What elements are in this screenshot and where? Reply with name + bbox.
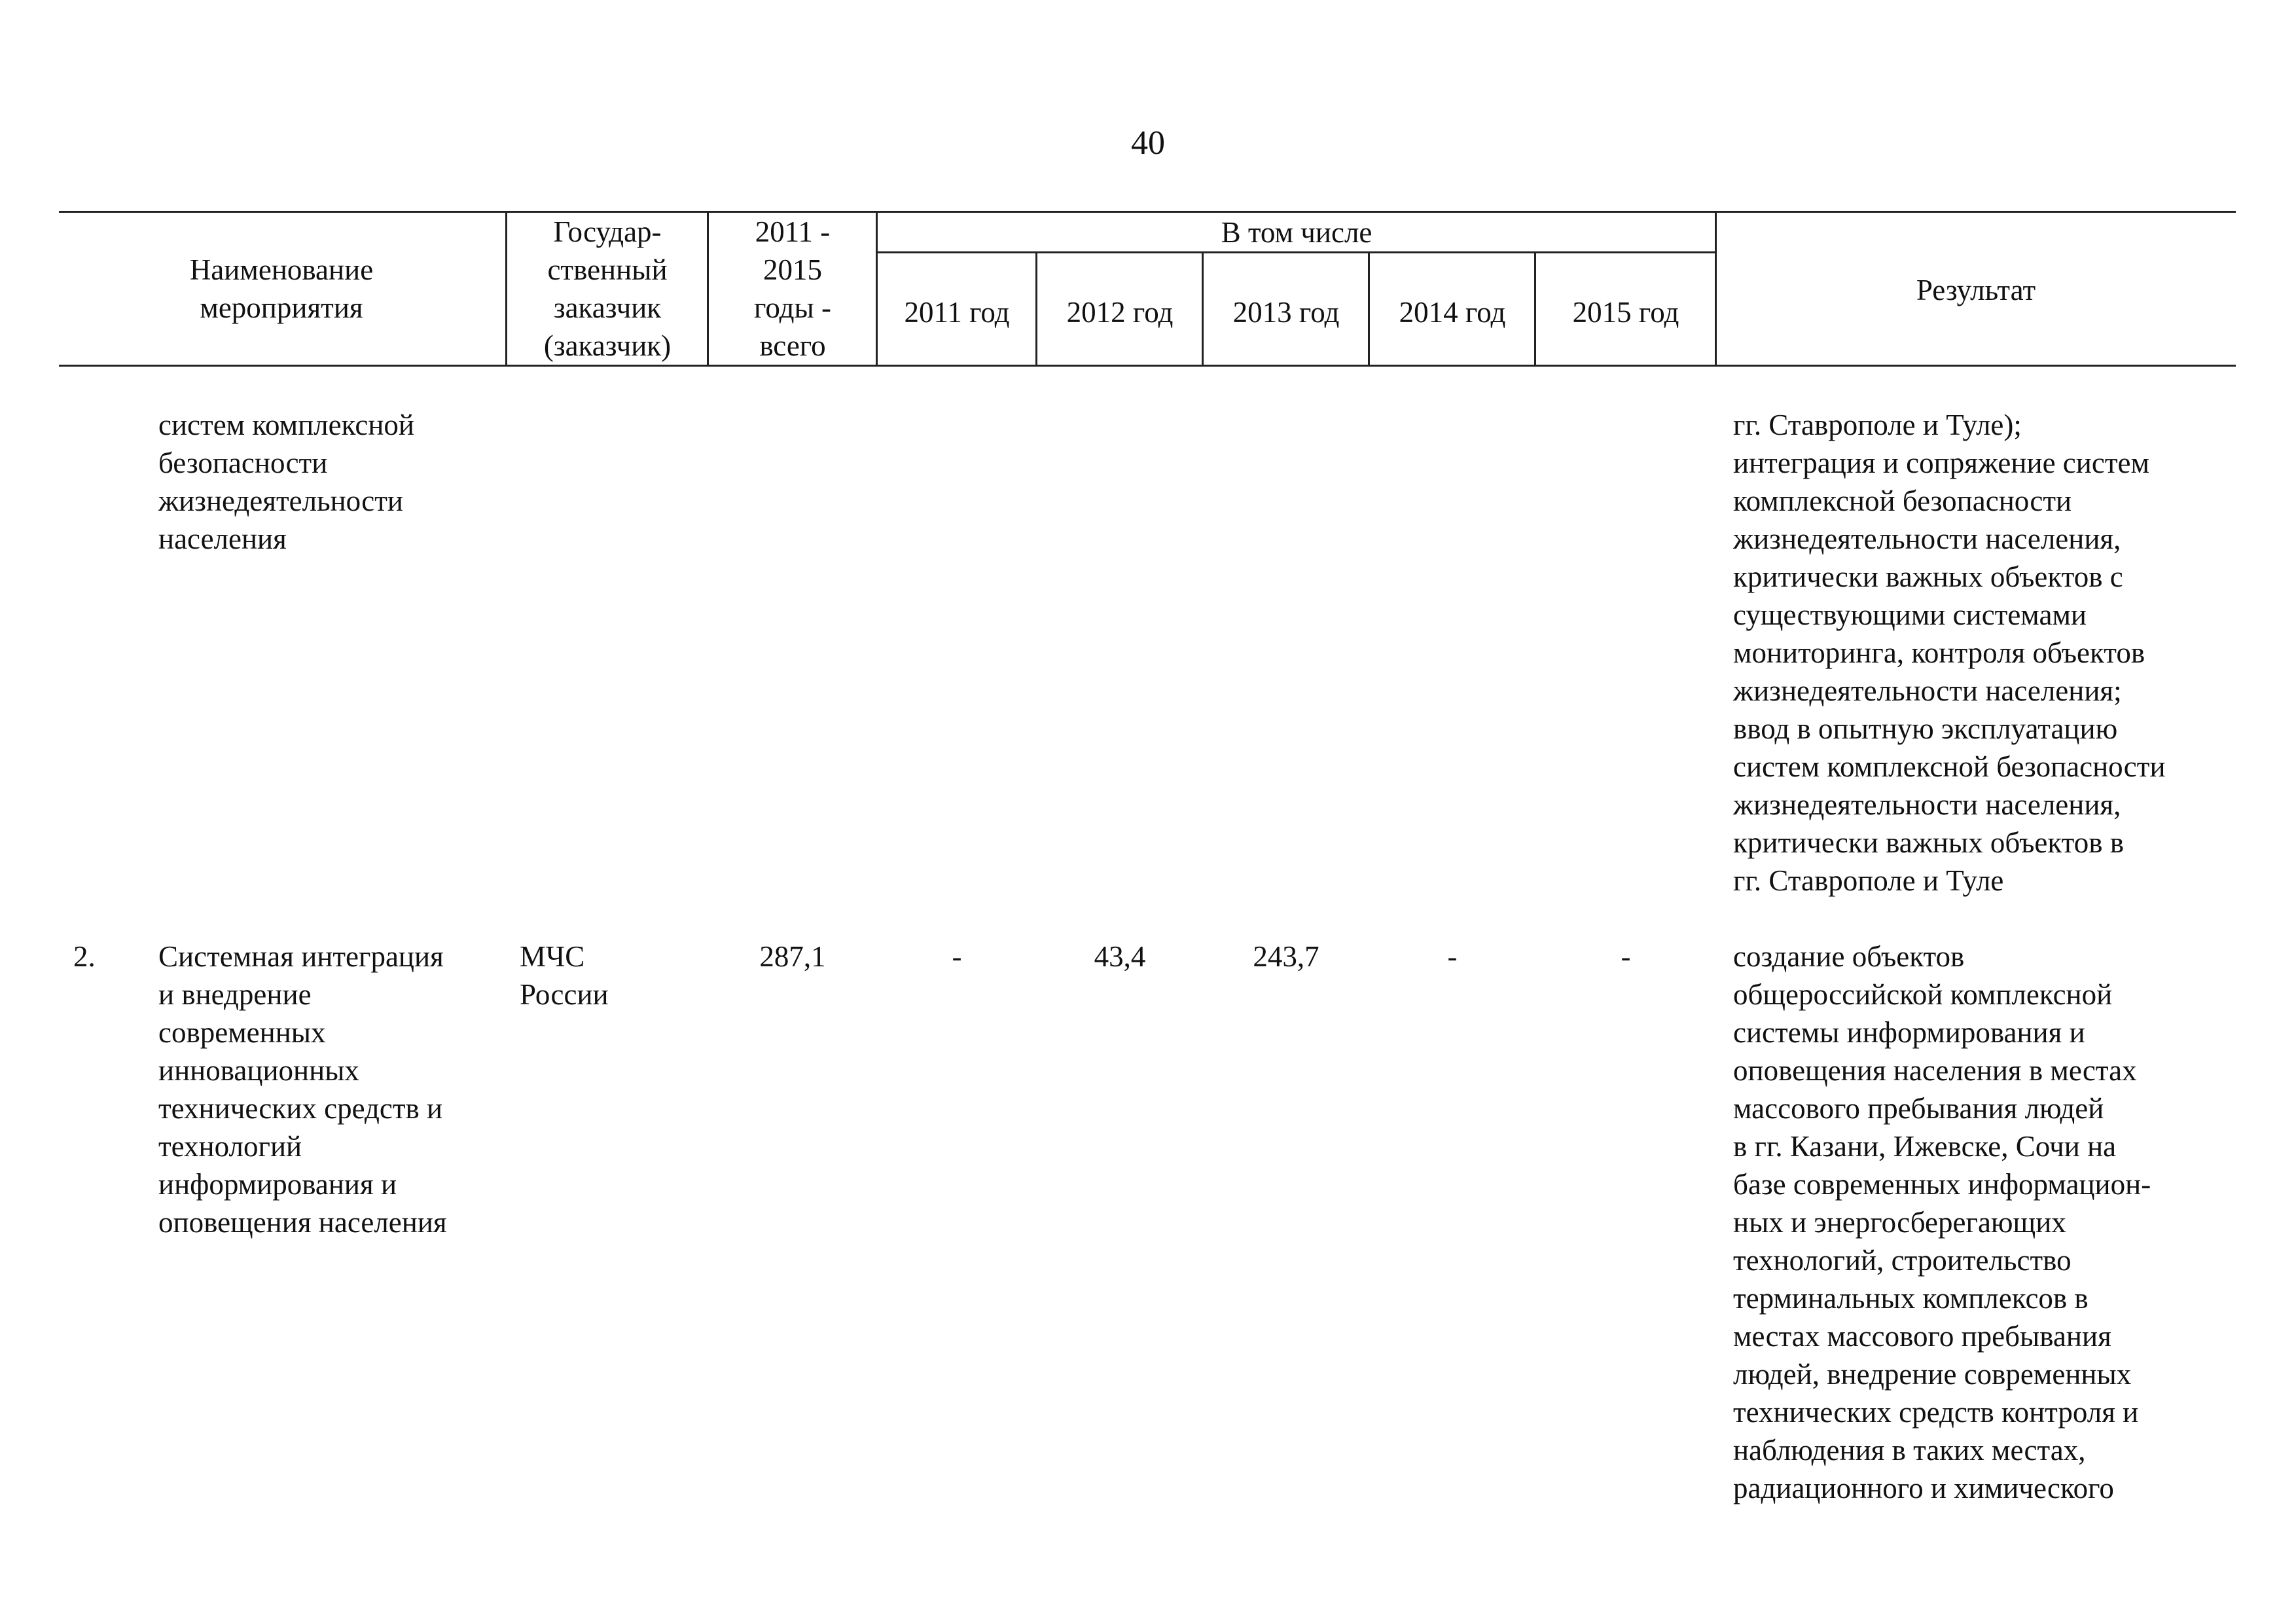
header-bottom-rule	[59, 365, 2236, 367]
header-mid-rule	[877, 251, 1715, 253]
page-number: 40	[1131, 124, 1165, 162]
header-name: Наименование мероприятия	[189, 253, 374, 324]
header-year-2013: 2013 год	[1232, 296, 1340, 329]
col-divider	[707, 211, 709, 367]
row2-2015: -	[1621, 940, 1631, 973]
col-divider	[1035, 253, 1037, 367]
row2-2013: 243,7	[1253, 940, 1319, 973]
col-divider	[1368, 253, 1370, 367]
row2-customer: МЧС России	[520, 940, 609, 1011]
col-divider	[876, 211, 878, 367]
row2-number: 2.	[73, 940, 96, 973]
row2-total: 287,1	[759, 940, 826, 973]
row2-2014: -	[1447, 940, 1458, 973]
row2-2011: -	[952, 940, 962, 973]
header-result: Результат	[1916, 274, 2036, 306]
header-year-2015: 2015 год	[1572, 296, 1679, 329]
row2-name: Системная интеграция и внедрение современных инновационных технических средств и технологий информирования и оповещения населения	[158, 940, 447, 1239]
col-divider	[1534, 253, 1536, 367]
header-top-rule	[59, 211, 2236, 213]
row-continued-name: систем комплексной безопасности жизнедеятельности населения	[158, 409, 414, 555]
header-year-2014: 2014 год	[1399, 296, 1506, 329]
row-continued-result: гг. Ставрополе и Туле); интеграция и сопряжение систем комплексной безопасности жизнедеятельности населения, критически важных объектов с существующими системами мониторинга, контроля объектов жизнедеятельности населения; ввод в опытную эксплуатацию систем комплексной безопасности жизнедеятельности населения, критически важных объектов в гг. Ставрополе и Туле	[1733, 409, 2166, 897]
header-including: В том числе	[1221, 216, 1372, 249]
header-total: 2011 - 2015 годы - всего	[754, 215, 831, 362]
header-year-2012: 2012 год	[1066, 296, 1174, 329]
header-year-2011: 2011 год	[904, 296, 1010, 329]
header-customer: Государ- ственный заказчик (заказчик)	[543, 215, 672, 362]
col-divider	[1715, 211, 1717, 367]
col-divider	[1202, 253, 1204, 367]
col-divider	[505, 211, 507, 367]
row2-result: создание объектов общероссийской комплексной системы информирования и оповещения населения в местах массового пребывания людей в гг. Казани, Ижевске, Сочи на базе современных информацион- ных и энергосберегающих технологий, строительство терминальных комплексов в местах массового пребывания людей, внедрение современных технических средств контроля и наблюдения в таких местах, радиационного и химического	[1733, 940, 2151, 1504]
row2-2012: 43,4	[1094, 940, 1146, 973]
